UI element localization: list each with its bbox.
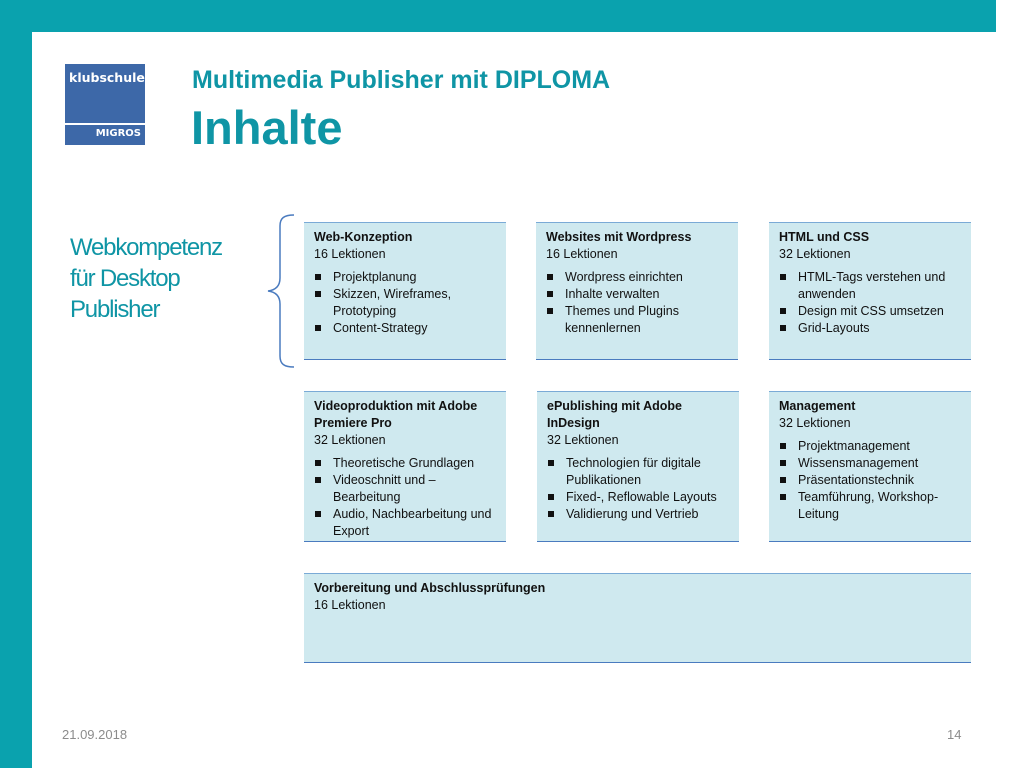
module-topic-text: Wissensmanagement [798, 456, 919, 470]
module-topic-item [779, 438, 961, 455]
module-topic-text: Theoretische Grundlagen [333, 456, 475, 470]
module-topic-item [314, 286, 496, 320]
module-lessons: 16 Lektionen [314, 247, 386, 261]
slide-subtitle: Inhalte [191, 101, 343, 154]
module-card [769, 222, 971, 360]
module-topic-text: Content-Strategy [333, 321, 428, 335]
module-topic-item [546, 269, 728, 286]
module-topic-text: Themes und Plugins kennenlernen [565, 304, 679, 335]
square-bullet-icon [780, 477, 786, 483]
frame-left-bar [0, 0, 32, 768]
logo-brand-area [65, 64, 145, 122]
module-topic-list [546, 269, 728, 337]
module-card [304, 222, 506, 360]
module-topic-list [314, 455, 496, 540]
module-topic-text: Teamführung, Workshop-Leitung [798, 490, 939, 521]
module-topic-text: Inhalte verwalten [565, 287, 660, 301]
module-topic-text: Präsentationstechnik [798, 473, 915, 487]
side-label-line: Publisher [70, 296, 160, 323]
square-bullet-icon [315, 325, 321, 331]
curly-brace-icon [262, 212, 298, 370]
square-bullet-icon [547, 274, 553, 280]
module-lessons: 16 Lektionen [314, 598, 386, 612]
module-topic-item [547, 455, 729, 489]
module-lessons: 32 Lektionen [779, 416, 851, 430]
module-topic-text: Audio, Nachbearbeitung und Export [333, 507, 492, 538]
frame-top-right-gap [996, 0, 1024, 32]
module-topic-item [547, 489, 729, 506]
module-topic-item [779, 455, 961, 472]
slide-title: Multimedia Publisher mit DIPLOMA [192, 66, 611, 94]
module-topic-list [314, 269, 496, 337]
module-topic-item [779, 303, 961, 320]
module-topic-text: Grid-Layouts [798, 321, 870, 335]
module-topic-list [779, 269, 961, 337]
module-title: HTML und CSS [779, 230, 870, 244]
module-topic-text: Projektmanagement [798, 439, 910, 453]
side-label-line: für Desktop [70, 265, 180, 292]
logo-sub-text: MIGROS [95, 128, 141, 139]
page-number: 14 [947, 727, 962, 742]
square-bullet-icon [547, 308, 553, 314]
square-bullet-icon [780, 460, 786, 466]
side-label-line: Webkompetenz [70, 234, 222, 261]
module-topic-text: Skizzen, Wireframes, Prototyping [333, 287, 452, 318]
module-card [304, 391, 506, 542]
module-topic-text: Fixed-, Reflowable Layouts [566, 490, 717, 504]
logo-brand-text: klubschule [69, 70, 145, 85]
module-lessons: 32 Lektionen [547, 433, 619, 447]
module-topic-item [314, 320, 496, 337]
module-topic-item [546, 286, 728, 303]
square-bullet-icon [547, 291, 553, 297]
module-topic-item [314, 506, 496, 540]
module-title: ePublishing mit Adobe [547, 399, 682, 413]
side-label [70, 232, 270, 325]
module-topic-text: Projektplanung [333, 270, 417, 284]
module-topic-text: Validierung und Vertrieb [566, 507, 699, 521]
square-bullet-icon [780, 494, 786, 500]
module-title: Web-Konzeption [314, 230, 413, 244]
square-bullet-icon [315, 511, 321, 517]
module-topic-item [314, 269, 496, 286]
module-title: Vorbereitung und Abschlussprüfungen [314, 581, 546, 595]
module-topic-text: Wordpress einrichten [565, 270, 683, 284]
module-title: InDesign [547, 416, 600, 430]
module-topic-text: Videoschnitt und – Bearbeitung [333, 473, 436, 504]
module-topic-list [547, 455, 729, 523]
module-topic-item [779, 269, 961, 303]
square-bullet-icon [780, 325, 786, 331]
square-bullet-icon [315, 274, 321, 280]
footer-date: 21.09.2018 [62, 727, 128, 742]
module-lessons: 32 Lektionen [314, 433, 386, 447]
module-card [536, 222, 738, 360]
module-card [769, 391, 971, 542]
module-topic-text: HTML-Tags verstehen und anwenden [798, 270, 946, 301]
module-topic-item [547, 506, 729, 523]
module-topic-item [779, 489, 961, 523]
module-title: Videoproduktion mit Adobe [314, 399, 478, 413]
logo-divider [65, 123, 145, 125]
module-topic-text: Technologien für digitale Publikationen [566, 456, 701, 487]
square-bullet-icon [780, 443, 786, 449]
square-bullet-icon [780, 274, 786, 280]
square-bullet-icon [315, 291, 321, 297]
module-topic-text: Design mit CSS umsetzen [798, 304, 944, 318]
module-card [537, 391, 739, 542]
klubschule-logo [65, 64, 145, 145]
module-topic-item [314, 455, 496, 472]
module-title: Management [779, 399, 856, 413]
square-bullet-icon [548, 460, 554, 466]
module-title: Premiere Pro [314, 416, 392, 430]
square-bullet-icon [548, 511, 554, 517]
module-topic-list [779, 438, 961, 523]
module-lessons: 16 Lektionen [546, 247, 618, 261]
frame-top-bar [0, 0, 1024, 32]
module-topic-item [546, 303, 728, 337]
square-bullet-icon [315, 477, 321, 483]
module-topic-item [314, 472, 496, 506]
module-card [304, 573, 971, 663]
square-bullet-icon [315, 460, 321, 466]
module-title: Websites mit Wordpress [546, 230, 692, 244]
module-lessons: 32 Lektionen [779, 247, 851, 261]
square-bullet-icon [780, 308, 786, 314]
module-topic-item [779, 472, 961, 489]
square-bullet-icon [548, 494, 554, 500]
module-topic-item [779, 320, 961, 337]
